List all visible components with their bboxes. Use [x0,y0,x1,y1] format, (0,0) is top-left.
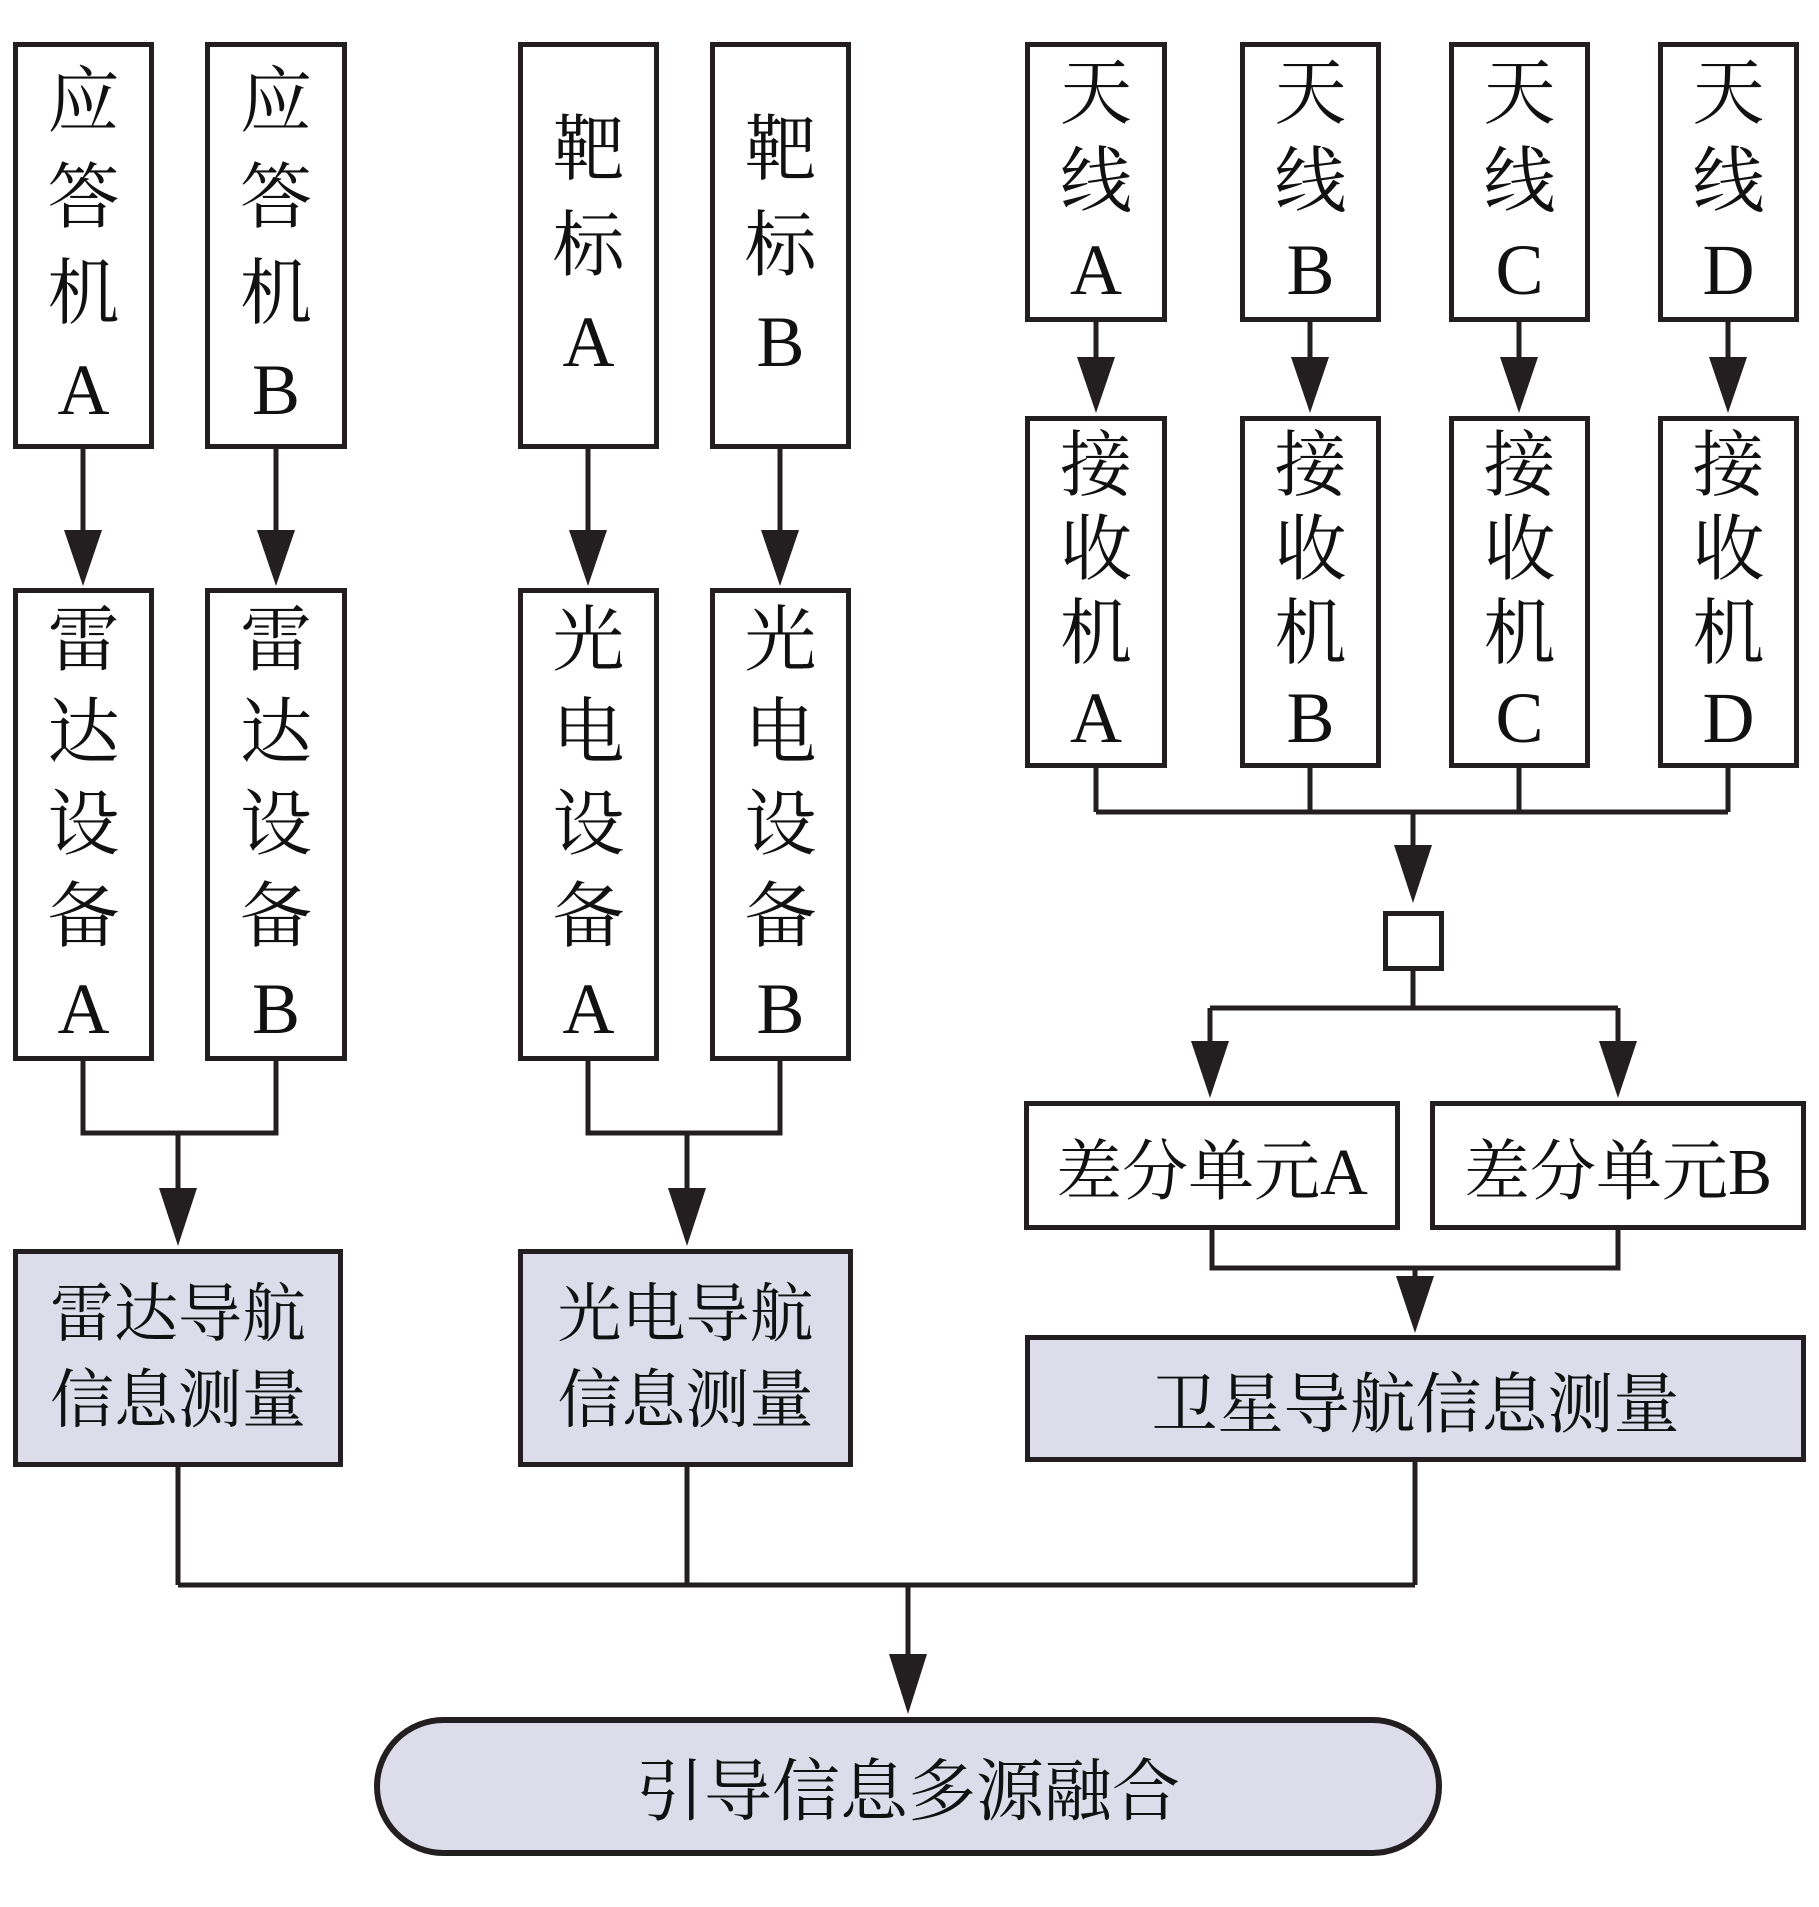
node-antenna-a [1025,42,1167,322]
node-receiver-c [1449,416,1590,768]
node-optical-equipment-b [710,588,851,1061]
node-satellite-nav-measure [1025,1335,1806,1462]
node-label: 接 收 机 C [1483,426,1556,758]
node-radar-nav-measure [13,1249,343,1467]
node-label: 光电导航信息测量 [557,1279,814,1436]
node-label: 光 电 设 备 A [552,600,625,1049]
node-transponder-b [205,42,347,449]
node-label: 雷 达 设 备 B [239,600,312,1049]
node-radar-equipment-a [13,588,154,1061]
node-label: 天 线 C [1483,54,1556,310]
node-optical-nav-measure [518,1249,853,1467]
node-label: 接 收 机 B [1274,426,1347,758]
node-label: 光 电 设 备 B [744,600,817,1049]
node-transponder-a [13,42,154,449]
node-label: 接 收 机 D [1692,426,1765,758]
node-label: 应 答 机 B [239,61,312,430]
node-label: 天 线 D [1692,54,1765,310]
node-antenna-b [1240,42,1381,322]
node-label: 卫星导航信息测量 [1151,1369,1680,1442]
node-label: 应 答 机 A [47,61,120,430]
node-label: 差分单元B [1463,1136,1773,1209]
node-target-a [518,42,659,449]
node-label: 差分单元A [1056,1136,1368,1209]
node-receiver-a [1025,416,1167,768]
node-antenna-c [1449,42,1590,322]
node-antenna-d [1658,42,1799,322]
node-label: 天 线 A [1059,54,1132,310]
node-receiver-d [1658,416,1799,768]
node-receiver-b [1240,416,1381,768]
node-label: 雷达导航信息测量 [50,1279,306,1436]
node-label: 天 线 B [1274,54,1347,310]
node-fusion [374,1717,1442,1856]
node-label: 靶 标 A [552,109,625,382]
node-optical-equipment-a [518,588,659,1061]
node-radar-equipment-b [205,588,347,1061]
node-label: 引导信息多源融合 [635,1754,1180,1830]
junction-square [1383,911,1444,971]
node-label: 靶 标 B [744,109,817,382]
node-diff-unit-a [1024,1101,1400,1230]
node-label: 接 收 机 A [1059,426,1132,758]
node-label: 雷 达 设 备 A [47,600,120,1049]
node-target-b [710,42,851,449]
node-diff-unit-b [1430,1101,1806,1230]
